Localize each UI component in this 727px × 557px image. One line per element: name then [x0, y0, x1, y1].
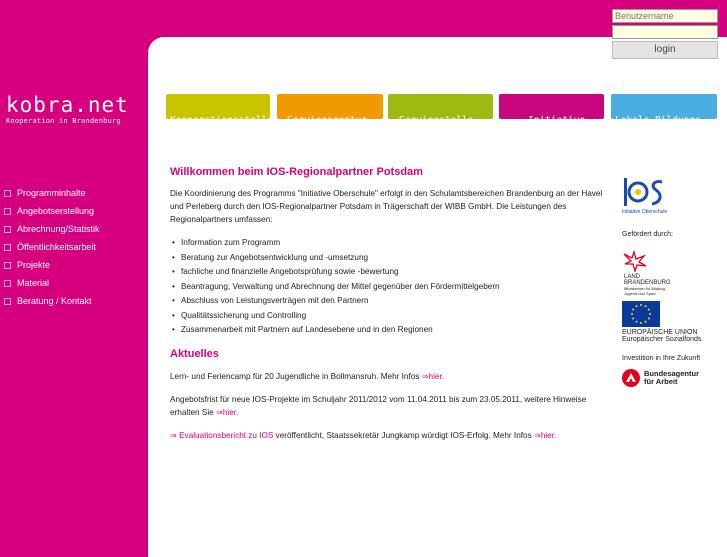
nav-bullet-icon: [4, 226, 11, 233]
news-text: veröffentlicht, Staatssekretär Jungkamp würdigt IOS-Erfolg. Mehr Infos: [273, 430, 534, 440]
site-logo[interactable]: [6, 94, 129, 125]
news-heading: Aktuelles: [170, 347, 219, 360]
ba-logo-icon: [622, 369, 640, 387]
news-item: [170, 429, 605, 442]
land-ministry: Ministerium für Bildung, Jugend und Sport: [624, 286, 666, 296]
page-title: Willkommen beim IOS-Regionalpartner Potsdam: [170, 166, 423, 178]
tab-servicestelle[interactable]: [388, 94, 493, 136]
tab-label-line1: Kooperationsstelle: [170, 115, 273, 126]
eagle-icon: [622, 250, 648, 272]
ba-line1: Bundesagentur: [644, 369, 700, 378]
list-item: • Beratung zur Angebotsentwicklung und -umsetzung: [170, 251, 605, 266]
tab-label-line1: Serviceagentur: [287, 115, 368, 126]
eu-line2: Europäischer Sozialfonds: [622, 336, 702, 343]
nav-item-label: Beratung / Kontakt: [17, 296, 92, 306]
more-info-link[interactable]: ⇒hier.: [421, 371, 445, 381]
land-line1: LAND: [624, 274, 641, 280]
nav-item-label: Material: [17, 278, 50, 288]
eu-line1: EUROPÄISCHE UNION: [622, 329, 698, 336]
tab-label-line1: Lokale Bildungs-: [615, 115, 707, 126]
funded-by-label: Gefördert durch:: [622, 231, 673, 238]
ios-caption: Initiative Oberschule: [622, 209, 668, 215]
invest-label: Investition in Ihre Zukunft: [622, 355, 701, 362]
news-item: [170, 393, 605, 419]
list-item: • Abschluss von Leistungsverträgen mit den Partnern: [170, 294, 605, 309]
tab-label-line1: Initiative: [528, 115, 586, 126]
tab-initiative-oberschule[interactable]: [499, 94, 604, 136]
nav-item-label: Angebotserstellung: [17, 206, 95, 216]
nav-bullet-icon: [4, 298, 11, 305]
nav-bullet-icon: [4, 262, 11, 269]
main-content: [170, 166, 605, 452]
list-item: • Zusammenarbeit mit Partnern auf Landesebene und in den Regionen: [170, 323, 605, 338]
tab-label-line2: landschaften: [621, 125, 690, 136]
nav-item-angebotserstellung[interactable]: [0, 204, 100, 222]
list-item: • Beantragung, Verwaltung und Abrechnung der Mittel gegenüber den Fördermittelgebern: [170, 280, 605, 295]
services-list: [170, 236, 605, 338]
eu-flag-icon: [622, 301, 660, 327]
bundesagentur-logo[interactable]: [622, 369, 717, 387]
tab-lokale-bildungslandschaften[interactable]: [611, 94, 717, 136]
tab-kooperationsstelle[interactable]: [166, 94, 273, 136]
land-line2: BRANDENBURG: [624, 280, 671, 286]
password-input[interactable]: [612, 25, 718, 39]
login-button[interactable]: login: [612, 41, 718, 59]
nav-item-label: Abrechnung/Statistik: [17, 224, 100, 234]
tab-label-line2: Schule-Jugendhilfe: [170, 125, 273, 136]
ios-logo[interactable]: [622, 176, 670, 215]
sponsor-sidebar: [622, 176, 717, 387]
list-item: • fachliche und finanzielle Angebotsprüfung sowie -bewertung: [170, 265, 605, 280]
news-text: Lern- und Feriencamp für 20 Jugendliche in Bollmansruh. Mehr Infos: [170, 371, 422, 381]
nav-bullet-icon: [4, 244, 11, 251]
ba-text: [644, 370, 699, 386]
list-item: • Information zum Programm: [170, 236, 605, 251]
nav-bullet-icon: [4, 190, 11, 197]
nav-item-label: Programminhalte: [17, 188, 86, 198]
nav-item-beratung-kontakt[interactable]: [0, 294, 100, 312]
nav-item-abrechnung[interactable]: [0, 222, 100, 240]
tab-label-line2: Oberschule: [514, 125, 572, 136]
ba-line2: für Arbeit: [644, 377, 678, 386]
news-item: [170, 370, 605, 383]
nav-item-label: Projekte: [17, 260, 51, 270]
tab-label-line2: Ganztag: [287, 125, 328, 136]
nav-item-material[interactable]: [0, 276, 100, 294]
more-info-link[interactable]: ⇒hier.: [215, 407, 239, 417]
left-nav: [0, 186, 100, 312]
tab-label-line2: Schülerfirmen: [399, 125, 474, 136]
news-text: Angebotsfrist für neue IOS-Projekte im Schuljahr 2011/2012 vom 11.04.2011 bis zum 23.05.2011, weitere Hinweise erhalten Sie: [170, 394, 587, 417]
nav-item-programminhalte[interactable]: [0, 186, 100, 204]
nav-item-projekte[interactable]: [0, 258, 100, 276]
evaluation-report-link[interactable]: ⇒ Evaluationsbericht zu IOS: [170, 430, 274, 440]
tab-serviceagentur[interactable]: [277, 94, 383, 136]
nav-item-oeffentlichkeitsarbeit[interactable]: [0, 240, 100, 258]
more-info-link[interactable]: ⇒hier.: [533, 430, 557, 440]
logo-tagline: Kooperation in Brandenburg: [6, 117, 121, 125]
list-item: • Qualitätssicherung und Controlling: [170, 309, 605, 324]
nav-bullet-icon: [4, 208, 11, 215]
intro-text: Die Koordinierung des Programms "Initiative Oberschule" erfolgt in den Schulamtsbereichen Brandenburg an der Havel und Perleberg durch den IOS-Regionalpartner Potsdam in Trägerschaft der WIBB GmbH. Die Leistungen des Regionalpartners umfassen:: [170, 189, 603, 224]
logo-name: kobra.net: [6, 93, 129, 117]
nav-item-label: Öffentlichkeitsarbeit: [17, 242, 96, 252]
eu-logo[interactable]: [622, 301, 717, 343]
username-input[interactable]: [612, 9, 718, 23]
nav-bullet-icon: [4, 280, 11, 287]
tab-label-line1: Servicestelle: [399, 115, 474, 126]
land-brandenburg-logo[interactable]: [622, 250, 717, 296]
login-box: [612, 9, 718, 59]
ios-logo-icon: [622, 176, 670, 208]
